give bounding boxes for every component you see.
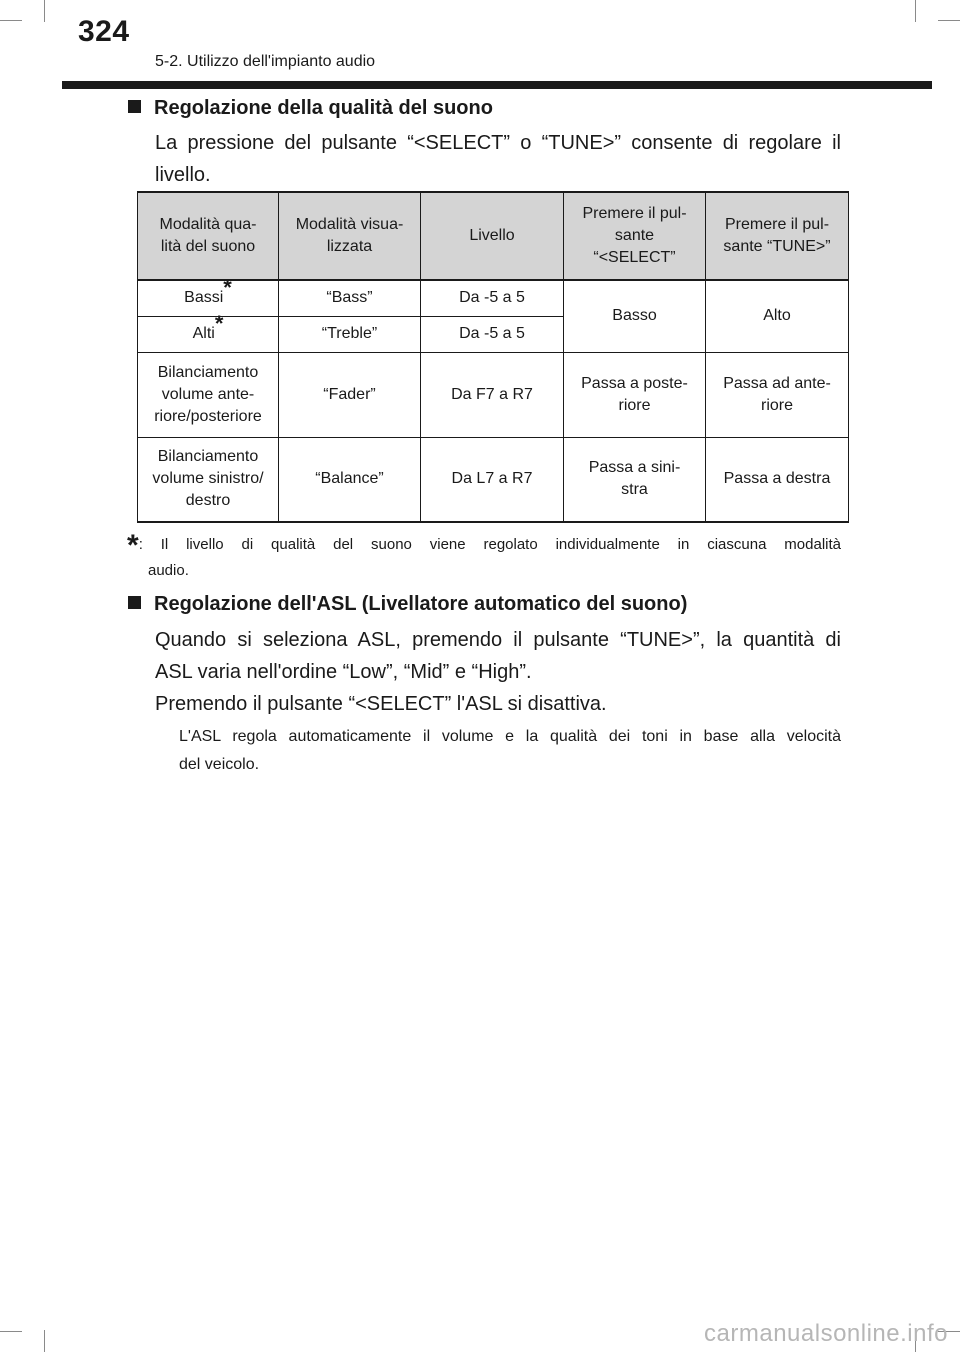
header-cell-mode: Modalità qua- lità del suono [138, 192, 279, 280]
crop-mark [44, 1330, 45, 1352]
header-cell-level: Livello [421, 192, 564, 280]
header-cell-display: Modalità visua- lizzata [279, 192, 421, 280]
intro-paragraph [155, 127, 841, 191]
cell-select: Basso [564, 280, 706, 352]
table-row [138, 437, 849, 522]
cell-tune: Passa ad ante- riore [706, 352, 849, 437]
header-rule [62, 81, 932, 89]
chapter-title: 5-2. Utilizzo dell'impianto audio [155, 53, 376, 70]
cell-display: “Bass” [279, 280, 421, 316]
cell-select: Passa a sini- stra [564, 437, 706, 522]
sound-settings-table [137, 191, 849, 523]
cell-level: Da F7 a R7 [421, 352, 564, 437]
asl-line: ASL varia nell'ordine “Low”, “Mid” e “High”. [155, 661, 532, 683]
asl-off-paragraph: Premendo il pulsante “<SELECT” l'ASL si disattiva. [155, 693, 607, 715]
cell-level: Da L7 a R7 [421, 437, 564, 522]
cell-tune: Passa a destra [706, 437, 849, 522]
cell-level: Da -5 a 5 [421, 316, 564, 352]
cell-mode: Bilanciamento volume ante- riore/posteriore [138, 352, 279, 437]
table-header-row [138, 192, 849, 280]
cell-tune: Alto [706, 280, 849, 352]
page-header [0, 0, 960, 92]
footnote-text: audio. [148, 562, 189, 579]
table-row [138, 352, 849, 437]
cell-mode: Bilanciamento volume sinistro/ destro [138, 437, 279, 522]
cell-display: “Fader” [279, 352, 421, 437]
section-heading-asl: Regolazione dell'ASL (Livellatore automatico del suono) [128, 593, 687, 616]
intro-line: livello. [155, 164, 211, 186]
header-cell-tune: Premere il pul- sante “TUNE>” [706, 192, 849, 280]
cell-mode: Alti* [138, 316, 279, 352]
cell-display: “Treble” [279, 316, 421, 352]
crop-mark [0, 1331, 22, 1332]
watermark: carmanualsonline.info [704, 1320, 948, 1347]
asl-line: Quando si seleziona ASL, premendo il pulsante “TUNE>”, la quantità di [155, 629, 841, 651]
header-cell-select: Premere il pul- sante “<SELECT” [564, 192, 706, 280]
footnote [127, 529, 841, 584]
cell-mode: Bassi* [138, 280, 279, 316]
table-row [138, 280, 849, 316]
square-bullet-icon [128, 100, 141, 113]
asl-note: L'ASL regola automaticamente il volume e la qualità dei toni in base alla velocità del veicolo. [179, 728, 841, 773]
asterisk-mark: * [127, 529, 139, 562]
cell-display: “Balance” [279, 437, 421, 522]
asl-paragraph [155, 624, 841, 688]
page-number: 324 [78, 15, 130, 48]
square-bullet-icon [128, 596, 141, 609]
cell-select: Passa a poste- riore [564, 352, 706, 437]
cell-level: Da -5 a 5 [421, 280, 564, 316]
footnote-text: : Il livello di qualità del suono viene regolato individualmente in ciascuna modalità [138, 536, 841, 553]
section-heading-sound-quality: Regolazione della qualità del suono [128, 97, 493, 120]
intro-line: La pressione del pulsante “<SELECT” o “TUNE>” consente di regolare il [155, 132, 841, 154]
